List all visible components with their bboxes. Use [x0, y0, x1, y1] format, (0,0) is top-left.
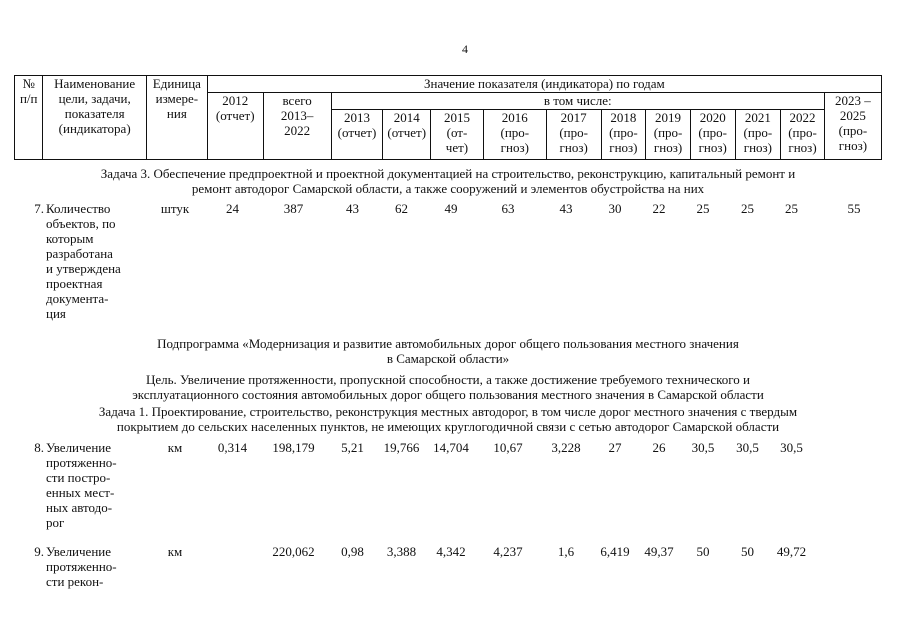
unit-cell: км — [167, 440, 183, 455]
task-1-heading: Задача 1. Проектирование, строительство, реконструкция местных автодорог, в том числе дорог местного значения с твердым покрытием до сельских населенных пунктов, не имеющих круглогодичной связи с сетью автодорог Самарской области — [98, 404, 798, 434]
value-2016: 4,237 — [493, 544, 523, 559]
value-2014: 62 — [395, 201, 408, 216]
value-total: 220,062 — [272, 544, 315, 559]
value-2012: 0,314 — [217, 440, 248, 455]
indicator-name: Увеличение протяженно- сти постро- енных мест- ных автодо- рог — [46, 440, 117, 530]
header-including: в том числе: — [331, 93, 824, 110]
unit-cell: штук — [160, 201, 190, 216]
value-2020: 30,5 — [691, 440, 715, 455]
value-2017: 3,228 — [551, 440, 581, 455]
header-col-2020: 2020 (про- гноз) — [690, 110, 735, 160]
value-2020: 25 — [696, 201, 710, 216]
header-col-2013: 2013 (отчет) — [331, 110, 383, 160]
page-number: 4 — [462, 42, 468, 56]
row-number: 8. — [34, 440, 44, 455]
value-2021: 50 — [741, 544, 754, 559]
value-2012: 24 — [226, 201, 239, 216]
header-col-name: Наименование цели, задачи, показателя (индикатора) — [43, 76, 147, 160]
header-col-2012: 2012 (отчет) — [207, 93, 263, 160]
value-2017: 43 — [559, 201, 573, 216]
indicator-table-header — [14, 75, 882, 160]
value-total: 387 — [283, 201, 304, 216]
row-number: 9. — [34, 544, 44, 559]
header-col-total: всего 2013– 2022 — [263, 93, 331, 160]
header-col-2017: 2017 (про- гноз) — [546, 110, 601, 160]
task-3-heading: Задача 3. Обеспечение предпроектной и проектной документацией на строительство, реконструкцию, капитальный ремонт и ремонт автодорог Самарской области, а также сооружений и элементов обустройства на них — [100, 166, 796, 196]
indicator-name: Увеличение протяженно- сти рекон- — [46, 544, 117, 589]
header-col-2014: 2014 (отчет) — [383, 110, 431, 160]
value-2016: 10,67 — [493, 440, 523, 455]
header-col-number: № п/п — [15, 76, 43, 160]
value-2014: 3,388 — [386, 544, 417, 559]
value-2022: 49,72 — [776, 544, 807, 559]
indicator-name: Количество объектов, по которым разработана и утверждена проектная документа- ция — [46, 201, 121, 321]
value-2018: 27 — [608, 440, 622, 455]
value-2021: 30,5 — [736, 440, 759, 455]
value-2013: 5,21 — [341, 440, 364, 455]
header-col-2016: 2016 (про- гноз) — [483, 110, 546, 160]
header-col-2021: 2021 (про- гноз) — [735, 110, 781, 160]
value-2022: 30,5 — [780, 440, 803, 455]
value-2018: 6,419 — [600, 544, 630, 559]
header-col-2019: 2019 (про- гноз) — [646, 110, 691, 160]
value-2015: 4,342 — [436, 544, 466, 559]
value-2015: 14,704 — [433, 440, 469, 455]
header-values-title: Значение показателя (индикатора) по годам — [207, 76, 881, 93]
value-2014: 19,766 — [383, 440, 420, 455]
value-2022: 25 — [785, 201, 798, 216]
value-2020: 50 — [696, 544, 710, 559]
unit-cell: км — [167, 544, 183, 559]
header-col-2015: 2015 (от- чет) — [431, 110, 484, 160]
value-total: 198,179 — [272, 440, 315, 455]
subprogram-heading: Подпрограмма «Модернизация и развитие автомобильных дорог общего пользования местного значения в Самарской области» — [157, 336, 739, 366]
value-2023-2025: 55 — [847, 201, 861, 216]
value-2015: 49 — [444, 201, 458, 216]
value-2013: 43 — [346, 201, 359, 216]
value-2018: 30 — [608, 201, 622, 216]
header-col-2023-2025: 2023 – 2025 (про- гноз) — [824, 93, 881, 160]
value-2019: 22 — [652, 201, 666, 216]
value-2016: 63 — [501, 201, 515, 216]
value-2013: 0,98 — [341, 544, 364, 559]
row-number: 7. — [34, 201, 44, 216]
value-2019: 49,37 — [644, 544, 674, 559]
value-2021: 25 — [741, 201, 754, 216]
value-2019: 26 — [652, 440, 666, 455]
header-col-2022: 2022 (про- гноз) — [781, 110, 825, 160]
header-col-2018: 2018 (про- гноз) — [601, 110, 646, 160]
header-col-unit: Единица измере- ния — [146, 76, 207, 160]
value-2017: 1,6 — [557, 544, 575, 559]
goal-heading: Цель. Увеличение протяженности, пропускной способности, а также достижение требуемого технического и эксплуатационного состояния автомобильных дорог общего пользования местного значения в Самарской области — [132, 372, 764, 402]
